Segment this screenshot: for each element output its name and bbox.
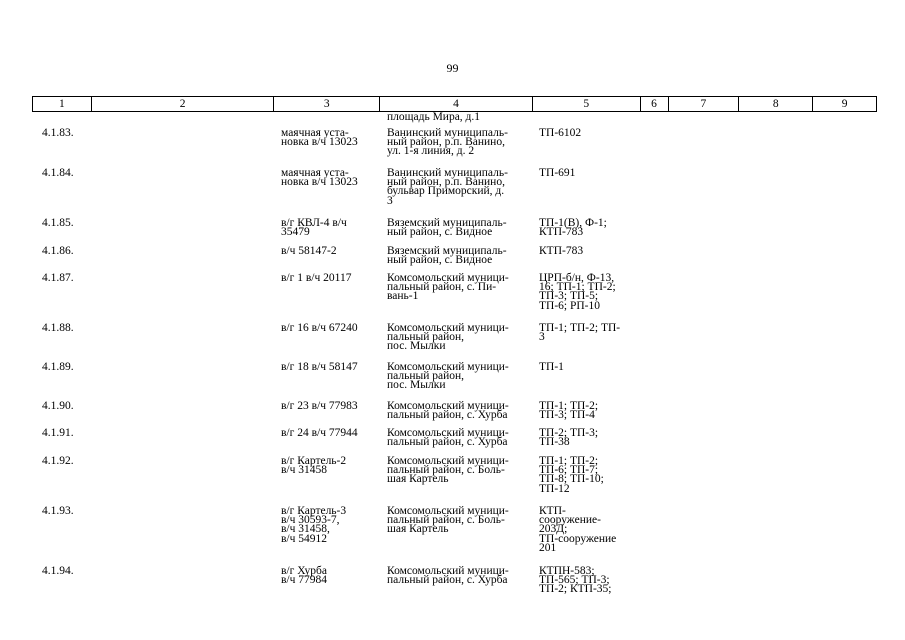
header-cell-9: 9 xyxy=(841,98,848,110)
row-number: 4.1.84. xyxy=(42,167,74,179)
object-name: в/г КВЛ-4 в/ч 35479 xyxy=(281,217,347,239)
row-number: 4.1.85. xyxy=(42,217,74,229)
location: Комсомольский муници- пальный район, с. Хурба xyxy=(387,400,509,422)
row-number: 4.1.87. xyxy=(42,272,74,284)
location: Комсомольский муници- пальный район, с. Хурба xyxy=(387,427,509,449)
object-name: в/г Хурба в/ч 77984 xyxy=(281,565,328,587)
object-name: в/г 1 в/ч 20117 xyxy=(281,272,352,284)
header-cell-4: 4 xyxy=(380,97,533,111)
header-cell-1: 1 xyxy=(33,97,92,111)
substation: КТПН-583; ТП-565; ТП-3; ТП-2; КТП-35; xyxy=(539,565,612,596)
object-name: в/г Картель-2 в/ч 31458 xyxy=(281,455,347,477)
row-number: 4.1.88. xyxy=(42,322,74,334)
substation: ЦРП-б/н, Ф-13, 16; ТП-1; ТП-2; ТП-3; ТП-5; ТП-6; РП-10 xyxy=(539,272,616,312)
row-number: 4.1.92. xyxy=(42,455,74,467)
substation: КТП- сооружение- 203Д; ТП-сооружение 201 xyxy=(539,505,617,554)
location: Комсомольский муници- пальный район, с. Боль- шая Картель xyxy=(387,505,509,536)
header-cell-3: 3 xyxy=(274,97,380,111)
substation: ТП-691 xyxy=(539,167,576,179)
substation: ТП-1(В), Ф-1; КТП-783 xyxy=(539,217,607,239)
location: Вяземский муниципаль- ный район, с. Видное xyxy=(387,245,507,267)
object-name: в/ч 58147-2 xyxy=(281,245,337,257)
substation: ТП-6102 xyxy=(539,127,582,139)
location: Комсомольский муници- пальный район, пос. Мылки xyxy=(387,322,509,353)
header-cell-7: 7 xyxy=(669,97,740,111)
row-number: 4.1.89. xyxy=(42,361,74,373)
location: Комсомольский муници- пальный район, пос. Мылки xyxy=(387,361,509,392)
location: Комсомольский муници- пальный район, с. Пи- вань-1 xyxy=(387,272,509,303)
location: Ванинский муниципаль- ный район, р.п. Ванино, бульвар Приморский, д. 3 xyxy=(387,167,508,207)
row-number: 4.1.91. xyxy=(42,427,74,439)
object-name: в/г 16 в/ч 67240 xyxy=(281,322,358,334)
continuation-location: площадь Мира, д.1 xyxy=(387,111,481,123)
substation: ТП-1; ТП-2; ТП-3; ТП-4 xyxy=(539,400,599,422)
page-number: 99 xyxy=(446,61,459,75)
substation: ТП-1; ТП-2; ТП-6; ТП-7; ТП-8; ТП-10; ТП-12 xyxy=(539,455,604,495)
row-number: 4.1.90. xyxy=(42,400,74,412)
object-name: в/г 23 в/ч 77983 xyxy=(281,400,358,412)
header-cell-8: 8 xyxy=(739,97,813,111)
location: Вяземский муниципаль- ный район, с. Видное xyxy=(387,217,507,239)
object-name: в/г 24 в/ч 77944 xyxy=(281,427,358,439)
location: Ванинский муниципаль- ный район, р.п. Ванино, ул. 1-я линия, д. 2 xyxy=(387,127,508,158)
substation: КТП-783 xyxy=(539,245,584,257)
substation: ТП-2; ТП-3; ТП-38 xyxy=(539,427,599,449)
header-cell-6: 6 xyxy=(641,97,669,111)
location: Комсомольский муници- пальный район, с. Хурба xyxy=(387,565,509,587)
row-number: 4.1.94. xyxy=(42,565,74,577)
object-name: маячная уста- новка в/ч 13023 xyxy=(281,167,358,189)
header-cell-2: 2 xyxy=(92,97,275,111)
row-number: 4.1.86. xyxy=(42,245,74,257)
object-name: маячная уста- новка в/ч 13023 xyxy=(281,127,358,149)
location: Комсомольский муници- пальный район, с. Боль- шая Картель xyxy=(387,455,509,486)
substation: ТП-1; ТП-2; ТП- 3 xyxy=(539,322,621,344)
header-cell-5: 5 xyxy=(533,97,641,111)
object-name: в/г Картель-3 в/ч 30593-7, в/ч 31458, в/ч 54912 xyxy=(281,505,347,545)
row-number: 4.1.93. xyxy=(42,505,74,517)
object-name: в/г 18 в/ч 58147 xyxy=(281,361,358,373)
row-number: 4.1.83. xyxy=(42,127,74,139)
substation: ТП-1 xyxy=(539,361,564,373)
